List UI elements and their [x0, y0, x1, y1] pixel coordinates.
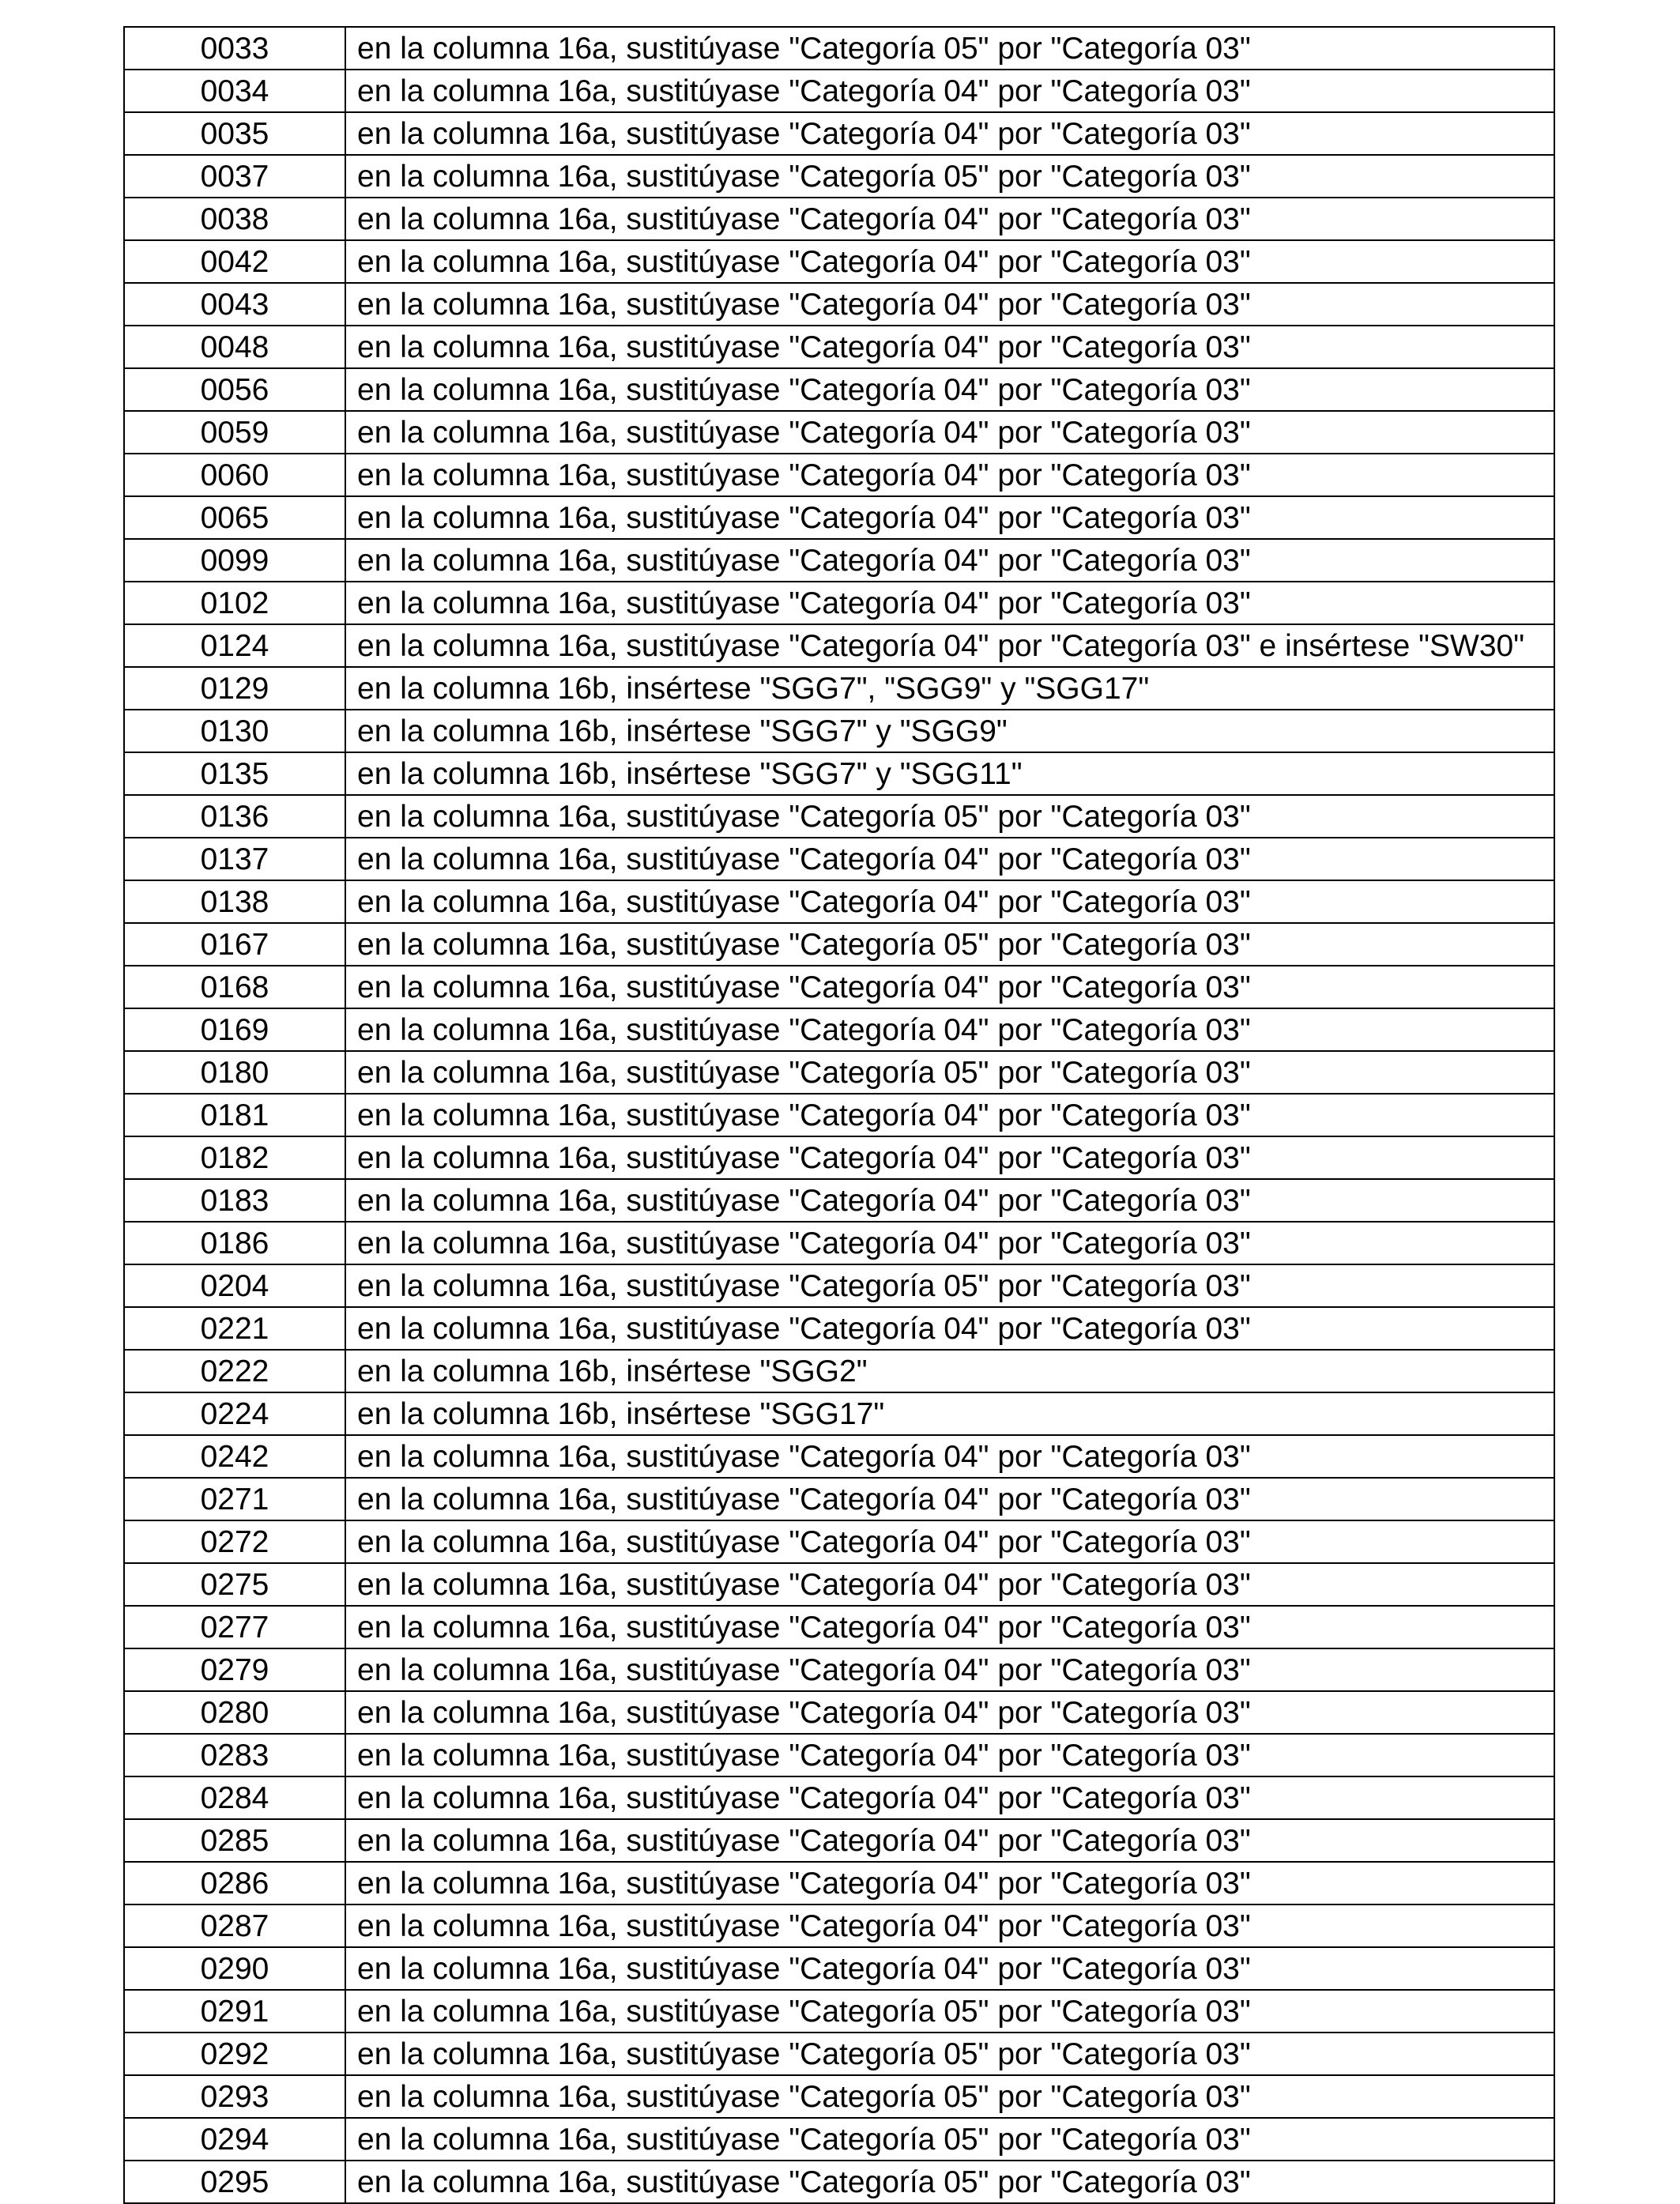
entry-number-cell: 0294	[124, 2118, 345, 2161]
entry-number-cell: 0056	[124, 368, 345, 411]
entry-number-cell: 0135	[124, 752, 345, 795]
amendment-text-cell: en la columna 16a, sustitúyase "Categoría 04" por "Categoría 03"	[345, 1179, 1554, 1222]
table-row	[124, 496, 1554, 539]
amendment-text-cell: en la columna 16a, sustitúyase "Categoría 05" por "Categoría 03"	[345, 2161, 1554, 2203]
entry-number-cell: 0286	[124, 1862, 345, 1904]
entry-number-cell: 0180	[124, 1051, 345, 1094]
amendment-text-cell: en la columna 16a, sustitúyase "Categoría 04" por "Categoría 03"	[345, 1648, 1554, 1691]
amendment-text-cell: en la columna 16a, sustitúyase "Categoría 04" por "Categoría 03"	[345, 368, 1554, 411]
amendment-text-cell: en la columna 16a, sustitúyase "Categoría 05" por "Categoría 03"	[345, 155, 1554, 198]
table-row	[124, 1734, 1554, 1776]
amendments-table-body	[124, 27, 1554, 2203]
amendment-text-cell: en la columna 16a, sustitúyase "Categoría 04" por "Categoría 03"	[345, 1606, 1554, 1648]
table-row	[124, 2161, 1554, 2203]
amendment-text-cell: en la columna 16a, sustitúyase "Categoría 04" por "Categoría 03"	[345, 1691, 1554, 1734]
amendment-text-cell: en la columna 16a, sustitúyase "Categoría 04" por "Categoría 03"	[345, 1520, 1554, 1563]
table-row	[124, 1051, 1554, 1094]
entry-number-cell: 0169	[124, 1008, 345, 1051]
table-row	[124, 752, 1554, 795]
entry-number-cell: 0137	[124, 838, 345, 880]
table-row	[124, 198, 1554, 240]
table-row	[124, 1819, 1554, 1862]
table-row	[124, 2033, 1554, 2075]
table-row	[124, 27, 1554, 70]
amendments-table	[123, 26, 1555, 2204]
entry-number-cell: 0222	[124, 1350, 345, 1392]
amendment-text-cell: en la columna 16b, insértese "SGG2"	[345, 1350, 1554, 1392]
amendment-text-cell: en la columna 16a, sustitúyase "Categoría 04" por "Categoría 03"	[345, 1904, 1554, 1947]
amendment-text-cell: en la columna 16a, sustitúyase "Categoría 04" por "Categoría 03"	[345, 1947, 1554, 1990]
entry-number-cell: 0292	[124, 2033, 345, 2075]
entry-number-cell: 0291	[124, 1990, 345, 2033]
amendment-text-cell: en la columna 16a, sustitúyase "Categoría 04" por "Categoría 03"	[345, 1734, 1554, 1776]
amendment-text-cell: en la columna 16a, sustitúyase "Categoría 04" por "Categoría 03"	[345, 1478, 1554, 1520]
table-row	[124, 1222, 1554, 1264]
amendment-text-cell: en la columna 16a, sustitúyase "Categoría 04" por "Categoría 03"	[345, 496, 1554, 539]
entry-number-cell: 0138	[124, 880, 345, 923]
amendment-text-cell: en la columna 16a, sustitúyase "Categoría 04" por "Categoría 03"	[345, 1819, 1554, 1862]
amendment-text-cell: en la columna 16a, sustitúyase "Categoría 04" por "Categoría 03"	[345, 283, 1554, 326]
entry-number-cell: 0129	[124, 667, 345, 710]
table-row	[124, 1264, 1554, 1307]
entry-number-cell: 0272	[124, 1520, 345, 1563]
entry-number-cell: 0181	[124, 1094, 345, 1136]
amendment-text-cell: en la columna 16a, sustitúyase "Categoría 04" por "Categoría 03"	[345, 880, 1554, 923]
table-row	[124, 1990, 1554, 2033]
entry-number-cell: 0182	[124, 1136, 345, 1179]
table-row	[124, 1136, 1554, 1179]
amendment-text-cell: en la columna 16a, sustitúyase "Categoría 05" por "Categoría 03"	[345, 1051, 1554, 1094]
entry-number-cell: 0204	[124, 1264, 345, 1307]
table-row	[124, 2118, 1554, 2161]
amendment-text-cell: en la columna 16a, sustitúyase "Categoría 04" por "Categoría 03"	[345, 411, 1554, 454]
entry-number-cell: 0186	[124, 1222, 345, 1264]
amendment-text-cell: en la columna 16a, sustitúyase "Categoría 04" por "Categoría 03"	[345, 966, 1554, 1008]
entry-number-cell: 0283	[124, 1734, 345, 1776]
table-row	[124, 1947, 1554, 1990]
table-row	[124, 1307, 1554, 1350]
entry-number-cell: 0059	[124, 411, 345, 454]
entry-number-cell: 0037	[124, 155, 345, 198]
entry-number-cell: 0168	[124, 966, 345, 1008]
amendment-text-cell: en la columna 16a, sustitúyase "Categoría 04" por "Categoría 03"	[345, 1435, 1554, 1478]
entry-number-cell: 0043	[124, 283, 345, 326]
entry-number-cell: 0277	[124, 1606, 345, 1648]
amendment-text-cell: en la columna 16a, sustitúyase "Categoría 04" por "Categoría 03"	[345, 1222, 1554, 1264]
table-row	[124, 710, 1554, 752]
entry-number-cell: 0102	[124, 582, 345, 624]
amendment-text-cell: en la columna 16a, sustitúyase "Categoría 05" por "Categoría 03"	[345, 2118, 1554, 2161]
table-row	[124, 582, 1554, 624]
entry-number-cell: 0048	[124, 326, 345, 368]
entry-number-cell: 0271	[124, 1478, 345, 1520]
amendment-text-cell: en la columna 16b, insértese "SGG7" y "SGG9"	[345, 710, 1554, 752]
entry-number-cell: 0167	[124, 923, 345, 966]
table-row	[124, 454, 1554, 496]
table-row	[124, 1435, 1554, 1478]
amendment-text-cell: en la columna 16a, sustitúyase "Categoría 04" por "Categoría 03"	[345, 326, 1554, 368]
amendment-text-cell: en la columna 16a, sustitúyase "Categoría 05" por "Categoría 03"	[345, 27, 1554, 70]
table-row	[124, 1008, 1554, 1051]
table-row	[124, 624, 1554, 667]
entry-number-cell: 0033	[124, 27, 345, 70]
table-row	[124, 1094, 1554, 1136]
entry-number-cell: 0130	[124, 710, 345, 752]
table-row	[124, 1776, 1554, 1819]
table-row	[124, 1904, 1554, 1947]
amendment-text-cell: en la columna 16a, sustitúyase "Categoría 04" por "Categoría 03"	[345, 112, 1554, 155]
entry-number-cell: 0290	[124, 1947, 345, 1990]
entry-number-cell: 0034	[124, 70, 345, 112]
table-row	[124, 326, 1554, 368]
entry-number-cell: 0060	[124, 454, 345, 496]
entry-number-cell: 0242	[124, 1435, 345, 1478]
entry-number-cell: 0295	[124, 2161, 345, 2203]
entry-number-cell: 0136	[124, 795, 345, 838]
table-row	[124, 1606, 1554, 1648]
amendment-text-cell: en la columna 16a, sustitúyase "Categoría 04" por "Categoría 03"	[345, 454, 1554, 496]
amendment-text-cell: en la columna 16b, insértese "SGG7", "SGG9" y "SGG17"	[345, 667, 1554, 710]
entry-number-cell: 0285	[124, 1819, 345, 1862]
table-row	[124, 1691, 1554, 1734]
table-row	[124, 1179, 1554, 1222]
amendment-text-cell: en la columna 16a, sustitúyase "Categoría 05" por "Categoría 03"	[345, 795, 1554, 838]
amendment-text-cell: en la columna 16a, sustitúyase "Categoría 05" por "Categoría 03"	[345, 1990, 1554, 2033]
entry-number-cell: 0042	[124, 240, 345, 283]
amendment-text-cell: en la columna 16b, insértese "SGG7" y "SGG11"	[345, 752, 1554, 795]
table-row	[124, 1478, 1554, 1520]
table-row	[124, 155, 1554, 198]
amendment-text-cell: en la columna 16a, sustitúyase "Categoría 04" por "Categoría 03"	[345, 1563, 1554, 1606]
entry-number-cell: 0293	[124, 2075, 345, 2118]
table-row	[124, 1563, 1554, 1606]
amendment-text-cell: en la columna 16a, sustitúyase "Categoría 05" por "Categoría 03"	[345, 1264, 1554, 1307]
table-row	[124, 1648, 1554, 1691]
table-row	[124, 1350, 1554, 1392]
entry-number-cell: 0124	[124, 624, 345, 667]
amendment-text-cell: en la columna 16a, sustitúyase "Categoría 04" por "Categoría 03"	[345, 1307, 1554, 1350]
amendment-text-cell: en la columna 16a, sustitúyase "Categoría 04" por "Categoría 03"	[345, 1008, 1554, 1051]
table-row	[124, 112, 1554, 155]
table-row	[124, 70, 1554, 112]
entry-number-cell: 0038	[124, 198, 345, 240]
table-row	[124, 2075, 1554, 2118]
entry-number-cell: 0035	[124, 112, 345, 155]
amendment-text-cell: en la columna 16a, sustitúyase "Categoría 04" por "Categoría 03"	[345, 1094, 1554, 1136]
amendment-text-cell: en la columna 16a, sustitúyase "Categoría 05" por "Categoría 03"	[345, 923, 1554, 966]
entry-number-cell: 0099	[124, 539, 345, 582]
amendment-text-cell: en la columna 16a, sustitúyase "Categoría 04" por "Categoría 03"	[345, 240, 1554, 283]
entry-number-cell: 0224	[124, 1392, 345, 1435]
amendment-text-cell: en la columna 16a, sustitúyase "Categoría 04" por "Categoría 03"	[345, 838, 1554, 880]
table-row	[124, 1862, 1554, 1904]
table-row	[124, 880, 1554, 923]
table-row	[124, 411, 1554, 454]
table-row	[124, 923, 1554, 966]
amendment-text-cell: en la columna 16a, sustitúyase "Categoría 04" por "Categoría 03"	[345, 70, 1554, 112]
table-row	[124, 966, 1554, 1008]
table-row	[124, 667, 1554, 710]
amendment-text-cell: en la columna 16a, sustitúyase "Categoría 04" por "Categoría 03"	[345, 1776, 1554, 1819]
entry-number-cell: 0275	[124, 1563, 345, 1606]
entry-number-cell: 0183	[124, 1179, 345, 1222]
entry-number-cell: 0280	[124, 1691, 345, 1734]
amendment-text-cell: en la columna 16a, sustitúyase "Categoría 04" por "Categoría 03"	[345, 582, 1554, 624]
table-row	[124, 1392, 1554, 1435]
table-row	[124, 283, 1554, 326]
amendment-text-cell: en la columna 16a, sustitúyase "Categoría 04" por "Categoría 03"	[345, 1862, 1554, 1904]
table-row	[124, 539, 1554, 582]
amendment-text-cell: en la columna 16b, insértese "SGG17"	[345, 1392, 1554, 1435]
entry-number-cell: 0284	[124, 1776, 345, 1819]
amendment-text-cell: en la columna 16a, sustitúyase "Categoría 05" por "Categoría 03"	[345, 2033, 1554, 2075]
table-row	[124, 795, 1554, 838]
amendment-text-cell: en la columna 16a, sustitúyase "Categoría 04" por "Categoría 03" e insértese "SW30"	[345, 624, 1554, 667]
table-row	[124, 1520, 1554, 1563]
entry-number-cell: 0287	[124, 1904, 345, 1947]
table-row	[124, 240, 1554, 283]
entry-number-cell: 0279	[124, 1648, 345, 1691]
entry-number-cell: 0221	[124, 1307, 345, 1350]
amendment-text-cell: en la columna 16a, sustitúyase "Categoría 04" por "Categoría 03"	[345, 1136, 1554, 1179]
table-row	[124, 368, 1554, 411]
table-row	[124, 838, 1554, 880]
amendment-text-cell: en la columna 16a, sustitúyase "Categoría 05" por "Categoría 03"	[345, 2075, 1554, 2118]
amendment-text-cell: en la columna 16a, sustitúyase "Categoría 04" por "Categoría 03"	[345, 539, 1554, 582]
entry-number-cell: 0065	[124, 496, 345, 539]
amendment-text-cell: en la columna 16a, sustitúyase "Categoría 04" por "Categoría 03"	[345, 198, 1554, 240]
